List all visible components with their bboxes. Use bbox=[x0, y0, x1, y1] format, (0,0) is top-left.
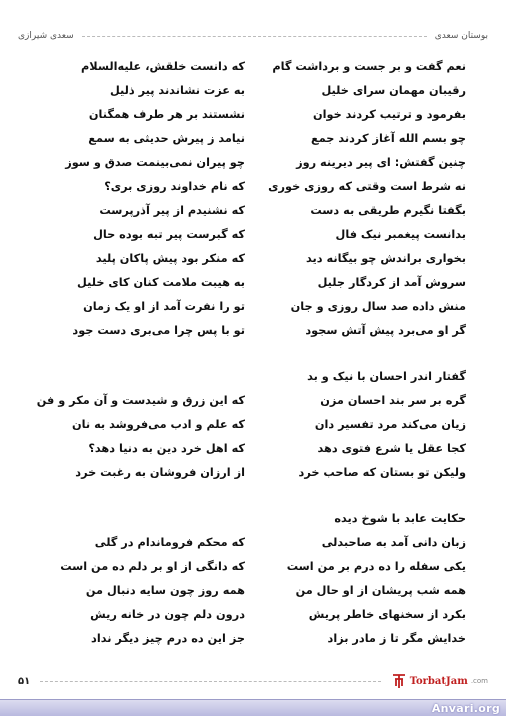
logo-suffix: .com bbox=[470, 677, 488, 685]
hemistich-second: که این زرق و شیدست و آن مکر و فن bbox=[36, 394, 245, 407]
page-footer bbox=[18, 672, 488, 690]
verse-row bbox=[30, 108, 466, 132]
hemistich-second: چو پیران نمی‌بینمت صدق و سوز bbox=[65, 156, 245, 169]
verse-row bbox=[30, 632, 466, 656]
hemistich-first: چنین گفتش: ای پیر دیرینه روز bbox=[296, 156, 466, 169]
hemistich-second: که دانست خلقش، علیه‌السلام bbox=[81, 60, 245, 73]
hemistich-first: ولیکن تو بستان که صاحب خرد bbox=[298, 466, 466, 479]
hemistich-first: همه شب پریشان از او حال من bbox=[295, 584, 466, 597]
hemistich-second: به عزت نشاندند پیر ذلیل bbox=[109, 84, 245, 97]
hemistich-first: بکرد از سخنهای خاطر پریش bbox=[308, 608, 466, 621]
hemistich-second: نیامد ز پیرش حدیثی به سمع bbox=[88, 132, 245, 145]
hemistich-second: جز این ده درم چیز دیگر نداد bbox=[91, 632, 245, 645]
watermark-bar bbox=[0, 699, 506, 716]
hemistich-first: نعم گفت و بر جست و برداشت گام bbox=[272, 60, 466, 73]
hemistich-first: بفرمود و ترتیب کردند خوان bbox=[312, 108, 466, 121]
hemistich-second: تو را نفرت آمد از او یک زمان bbox=[83, 300, 245, 313]
hemistich-first: منش داده صد سال روزی و جان bbox=[290, 300, 466, 313]
verse-row bbox=[30, 228, 466, 252]
hemistich-first: بخواری براندش چو بیگانه دید bbox=[306, 252, 466, 265]
hemistich-first: رقیبان مهمان سرای خلیل bbox=[321, 84, 466, 97]
footer-divider bbox=[40, 681, 380, 682]
logo-mark-icon bbox=[391, 673, 407, 689]
watermark-text: Anvari.org bbox=[431, 702, 500, 715]
page-number: ۵۱ bbox=[18, 675, 31, 687]
hemistich-second: تو با پس چرا می‌بری دست جود bbox=[72, 324, 245, 337]
verse-row bbox=[30, 132, 466, 156]
verse-row bbox=[30, 324, 466, 348]
hemistich-first: نه شرط است وقتی که روزی خوری bbox=[268, 180, 466, 193]
hemistich-second: که دانگی از او بر دلم ده من است bbox=[60, 560, 245, 573]
author-name: سعدی شیرازی bbox=[18, 31, 74, 41]
hemistich-second: که منکر بود پیش پاکان پلید bbox=[95, 252, 245, 265]
hemistich-first: کجا عقل یا شرع فتوی دهد bbox=[317, 442, 466, 455]
verse-row bbox=[30, 84, 466, 108]
hemistich-first: سروش آمد از کردگار جلیل bbox=[317, 276, 466, 289]
verse-row bbox=[30, 584, 466, 608]
hemistich-second: همه روز چون سایه دنبال من bbox=[85, 584, 245, 597]
verse-row bbox=[30, 204, 466, 228]
verse-row bbox=[30, 536, 466, 560]
hemistich-second: از ارزان فروشان به رغبت خرد bbox=[75, 466, 245, 479]
book-title: بوستان سعدی bbox=[434, 31, 488, 41]
verse-row bbox=[30, 276, 466, 300]
logo-text: TorbatJam bbox=[409, 675, 468, 687]
section-heading: گفتار اندر احسان با نیک و بد bbox=[307, 370, 466, 383]
verse-row bbox=[30, 560, 466, 584]
verse-row bbox=[30, 156, 466, 180]
hemistich-second: به هیبت ملامت کنان کای خلیل bbox=[77, 276, 245, 289]
hemistich-first: یکی سفله را ده درم بر من است bbox=[286, 560, 466, 573]
hemistich-first: گره بر سر بند احسان مزن bbox=[320, 394, 466, 407]
verse-row bbox=[30, 60, 466, 84]
hemistich-second: که اهل خرد دین به دنیا دهد؟ bbox=[88, 442, 245, 455]
verse-row bbox=[30, 300, 466, 324]
verse-row bbox=[30, 418, 466, 442]
hemistich-first: گر او می‌برد پیش آتش سجود bbox=[305, 324, 466, 337]
verse-row bbox=[30, 466, 466, 490]
verse-row bbox=[30, 394, 466, 418]
hemistich-first: چو بسم الله آغاز کردند جمع bbox=[311, 132, 466, 145]
verse-row bbox=[30, 608, 466, 632]
hemistich-second: که نشنیدم از پیر آذرپرست bbox=[99, 204, 245, 217]
verse-row bbox=[30, 180, 466, 204]
hemistich-second: نشستند بر هر طرف همگنان bbox=[88, 108, 245, 121]
hemistich-first: بدانست پیغمبر نیک فال bbox=[335, 228, 466, 241]
hemistich-second: درون دلم چون در خانه ریش bbox=[90, 608, 245, 621]
hemistich-second: که علم و ادب می‌فروشد به نان bbox=[72, 418, 245, 431]
hemistich-second: که محکم فروماندام در گلی bbox=[94, 536, 245, 549]
header-divider bbox=[82, 36, 427, 37]
hemistich-first: زبان دانی آمد به صاحبدلی bbox=[321, 536, 466, 549]
page-header bbox=[18, 28, 488, 44]
verse-row bbox=[30, 252, 466, 276]
hemistich-second: که نام خداوند روزی بری؟ bbox=[104, 180, 245, 193]
section-heading: حکایت عابد با شوخ دیده bbox=[334, 512, 466, 525]
hemistich-second: که گبرست پیر تبه بوده حال bbox=[93, 228, 245, 241]
hemistich-first: خدایش مگر تا ز مادر بزاد bbox=[327, 632, 466, 645]
site-logo[interactable] bbox=[391, 673, 488, 689]
hemistich-first: زیان می‌کند مرد تفسیر دان bbox=[314, 418, 466, 431]
hemistich-first: بگفتا نگیرم طریقی به دست bbox=[310, 204, 466, 217]
verse-row bbox=[30, 442, 466, 466]
